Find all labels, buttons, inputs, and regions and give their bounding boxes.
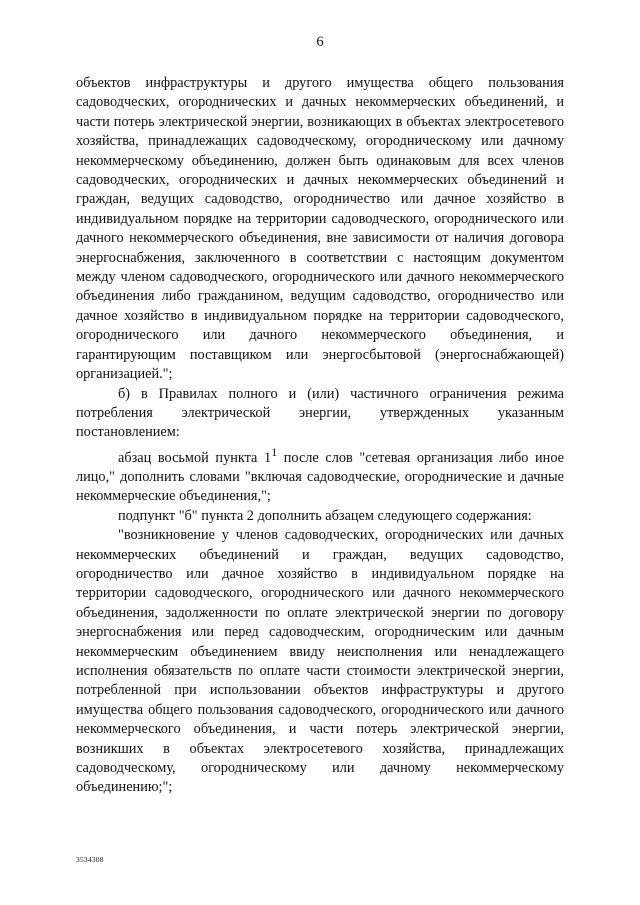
superscript-index: 1 bbox=[271, 444, 278, 459]
paragraph-text-end: после слов "сетевая организация либо иное лицо," дополнить словами "включая садоводческие, огороднические и дачные некоммерческие объединения,"; bbox=[76, 449, 564, 505]
paragraph-continuation: объектов инфраструктуры и другого имущества общего пользования садоводческих, огороднических и дачных некоммерческих объединений, и части потерь электрической энергии, возникающих в объектах электросетевого хозяйства, принадлежащих садоводческому, огородническому или дачному некоммерческому объединению, должен быть одинаковым для всех членов садоводческих, огороднических и дачных некоммерческих объединений и граждан, ведущих садоводство, огородничество или дачное хозяйство в индивидуальном порядке на территории садоводческого, огороднического или дачного некоммерческого объединения, вне зависимости от наличия договора энергоснабжения, заключенного в соответствии с настоящим документом между членом садоводческого, огороднического или дачного некоммерческого объединения либо гражданином, ведущим садоводство, огородничество или дачное хозяйство в индивидуальном порядке на территории садоводческого, огороднического или дачного некоммерческого объединения, и гарантирующим поставщиком или энергосбытовой (энергоснабжающей) организацией."; bbox=[76, 75, 564, 383]
paragraph-item-b: б) в Правилах полного и (или) частичного ограничения режима потребления электрической энергии, утвержденных указанным постановлением: bbox=[76, 385, 564, 441]
paragraph-abzac-8 bbox=[76, 443, 564, 507]
document-body bbox=[76, 74, 564, 798]
paragraph-subitem-b: подпункт "б" пункта 2 дополнить абзацем следующего содержания: bbox=[118, 507, 532, 524]
paragraph-text-start: абзац восьмой пункта 1 bbox=[118, 449, 272, 466]
page-number: 6 bbox=[316, 34, 324, 50]
document-code: 3534308 bbox=[76, 855, 104, 864]
paragraph-quoted-addition: "возникновение у членов садоводческих, огороднических или дачных некоммерческих объединений и граждан, ведущих садоводство, огородничество или дачное хозяйство в индивидуальном порядке на территории садоводческого, огороднического или дачного некоммерческого объединения, задолженности по оплате электрической энергии по договору энергоснабжения или перед садоводческим, огородническим или дачным некоммерческим объединением ввиду неисполнения или ненадлежащего исполнения обязательств по оплате части стоимости электрической энергии, потребленной при использовании объектов инфраструктуры и другого имущества общего пользования садоводческого, огороднического или дачного некоммерческого объединения, и части потерь электрической энергии, возникших в объектах электросетевого хозяйства, принадлежащих садоводческому, огородническому или дачному некоммерческому объединению;"; bbox=[76, 527, 564, 796]
